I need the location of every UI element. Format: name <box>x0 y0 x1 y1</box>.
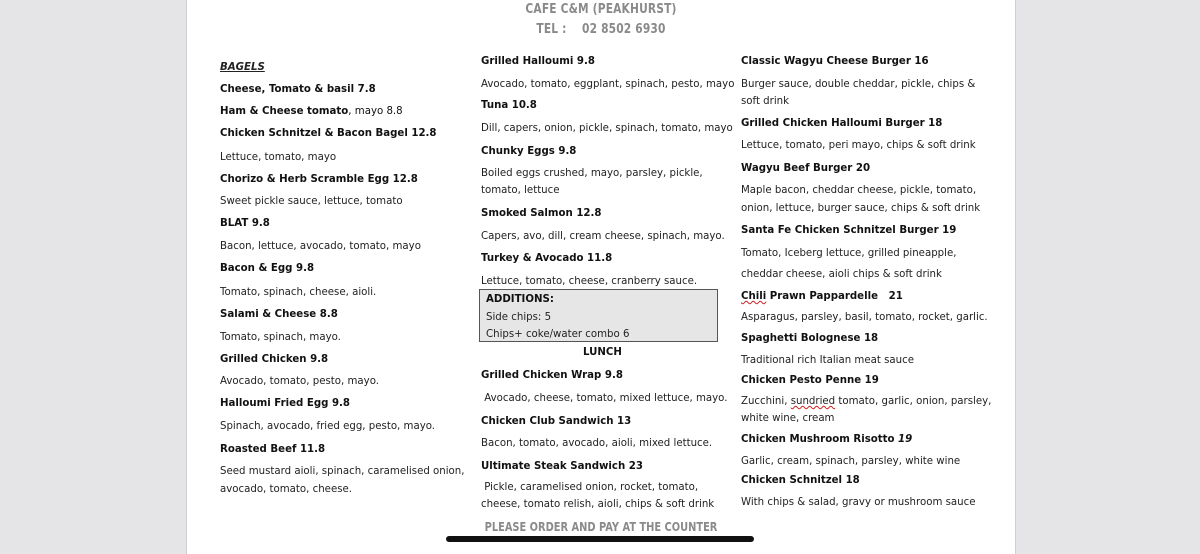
menu-item-name: Smoked Salmon 12.8 <box>481 208 602 219</box>
menu-item-desc: Seed mustard aioli, spinach, caramelised onion, <box>220 466 465 477</box>
cafe-title: CAFE C&M (PEAKHURST) <box>525 2 677 17</box>
menu-item-name: Roasted Beef 11.8 <box>220 444 326 455</box>
menu-item-desc: cheese, tomato relish, aioli, chips & soft drink <box>481 499 715 510</box>
section-title-lunch: LUNCH <box>583 347 622 358</box>
menu-item-desc: Boiled eggs crushed, mayo, parsley, pickle, <box>481 168 703 179</box>
menu-item-desc: Bacon, tomato, avocado, aioli, mixed lettuce. <box>481 438 713 449</box>
menu-item-name: Tuna 10.8 <box>481 100 537 111</box>
menu-item-desc: Tomato, spinach, mayo. <box>220 332 341 343</box>
menu-item-name: Turkey & Avocado 11.8 <box>481 253 613 264</box>
home-indicator-bar[interactable] <box>446 536 754 542</box>
menu-item-desc: Garlic, cream, spinach, parsley, white wine <box>741 456 961 467</box>
menu-item-desc: Maple bacon, cheddar cheese, pickle, tomato, <box>741 185 977 196</box>
menu-item-desc: onion, lettuce, burger sauce, chips & soft drink <box>741 203 981 214</box>
menu-item-name: Wagyu Beef Burger 20 <box>741 163 871 174</box>
menu-item-desc: Lettuce, tomato, peri mayo, chips & soft drink <box>741 140 976 151</box>
menu-item-desc: avocado, tomato, cheese. <box>220 484 353 495</box>
menu-item-desc: Bacon, lettuce, avocado, tomato, mayo <box>220 241 421 252</box>
cafe-phone: TEL : 02 8502 6930 <box>536 22 666 37</box>
menu-item-desc: Avocado, cheese, tomato, mixed lettuce, mayo. <box>481 393 728 404</box>
menu-item-name: Spaghetti Bolognese 18 <box>741 333 879 344</box>
menu-item-name: Chunky Eggs 9.8 <box>481 146 577 157</box>
menu-item-desc: Asparagus, parsley, basil, tomato, rocket, garlic. <box>741 312 988 323</box>
additions-box <box>479 289 718 342</box>
menu-item-name: Grilled Halloumi 9.8 <box>481 56 595 67</box>
menu-item-name: Halloumi Fried Egg 9.8 <box>220 398 350 409</box>
menu-item-desc: Avocado, tomato, pesto, mayo. <box>220 376 379 387</box>
order-at-counter-note: PLEASE ORDER AND PAY AT THE COUNTER <box>484 520 718 534</box>
menu-item-name: Grilled Chicken Halloumi Burger 18 <box>741 118 943 129</box>
menu-item-name: Chicken Schnitzel 18 <box>741 475 860 486</box>
additions-title: ADDITIONS: <box>486 294 554 305</box>
menu-item-name: Ham & Cheese tomato, mayo 8.8 <box>220 106 403 117</box>
menu-item-desc: Zucchini, sundried tomato, garlic, onion, parsley, <box>741 396 992 407</box>
menu-item-name: Chicken Pesto Penne 19 <box>741 375 879 386</box>
menu-item-name: Classic Wagyu Cheese Burger 16 <box>741 56 929 67</box>
menu-item-name: Chicken Schnitzel & Bacon Bagel 12.8 <box>220 128 437 139</box>
menu-item-desc: Capers, avo, dill, cream cheese, spinach, mayo. <box>481 231 725 242</box>
menu-item-desc: white wine, cream <box>741 413 835 424</box>
menu-item-name: Chili Prawn Pappardelle 21 <box>741 291 903 302</box>
menu-item-desc: Avocado, tomato, eggplant, spinach, pesto, mayo <box>481 79 735 90</box>
menu-item-name: Ultimate Steak Sandwich 23 <box>481 461 643 472</box>
section-title-bagels: BAGELS <box>220 62 265 73</box>
menu-item-desc: tomato, lettuce <box>481 185 560 196</box>
menu-item-desc: Tomato, Iceberg lettuce, grilled pineapple, <box>741 248 957 259</box>
menu-item-name: Chicken Mushroom Risotto 19 <box>741 434 913 445</box>
additions-line: Side chips: 5 <box>486 312 552 323</box>
menu-item-name: Salami & Cheese 8.8 <box>220 309 338 320</box>
menu-item-name: Grilled Chicken Wrap 9.8 <box>481 370 623 381</box>
menu-item-desc: soft drink <box>741 96 790 107</box>
menu-item-name: Chorizo & Herb Scramble Egg 12.8 <box>220 174 418 185</box>
additions-line: Chips+ coke/water combo 6 <box>486 329 630 340</box>
menu-item-desc: Traditional rich Italian meat sauce <box>741 355 914 366</box>
menu-item-desc: Sweet pickle sauce, lettuce, tomato <box>220 196 403 207</box>
menu-item-desc: Tomato, spinach, cheese, aioli. <box>220 287 377 298</box>
menu-item-desc: Lettuce, tomato, mayo <box>220 152 337 163</box>
menu-item-desc: Pickle, caramelised onion, rocket, tomato, <box>481 482 699 493</box>
menu-item-desc: Lettuce, tomato, cheese, cranberry sauce. <box>481 276 698 287</box>
menu-item-name: Santa Fe Chicken Schnitzel Burger 19 <box>741 225 957 236</box>
menu-item-name: Grilled Chicken 9.8 <box>220 354 329 365</box>
menu-item-desc: cheddar cheese, aioli chips & soft drink <box>741 269 942 280</box>
menu-item-name: Bacon & Egg 9.8 <box>220 263 315 274</box>
menu-item-desc: Dill, capers, onion, pickle, spinach, tomato, mayo <box>481 123 733 134</box>
menu-item-name: Chicken Club Sandwich 13 <box>481 416 632 427</box>
menu-item-desc: Spinach, avocado, fried egg, pesto, mayo. <box>220 421 436 432</box>
menu-item-desc: Burger sauce, double cheddar, pickle, chips & <box>741 79 976 90</box>
menu-item-name: Cheese, Tomato & basil 7.8 <box>220 84 376 95</box>
menu-item-desc: With chips & salad, gravy or mushroom sauce <box>741 497 976 508</box>
menu-item-name: BLAT 9.8 <box>220 218 270 229</box>
